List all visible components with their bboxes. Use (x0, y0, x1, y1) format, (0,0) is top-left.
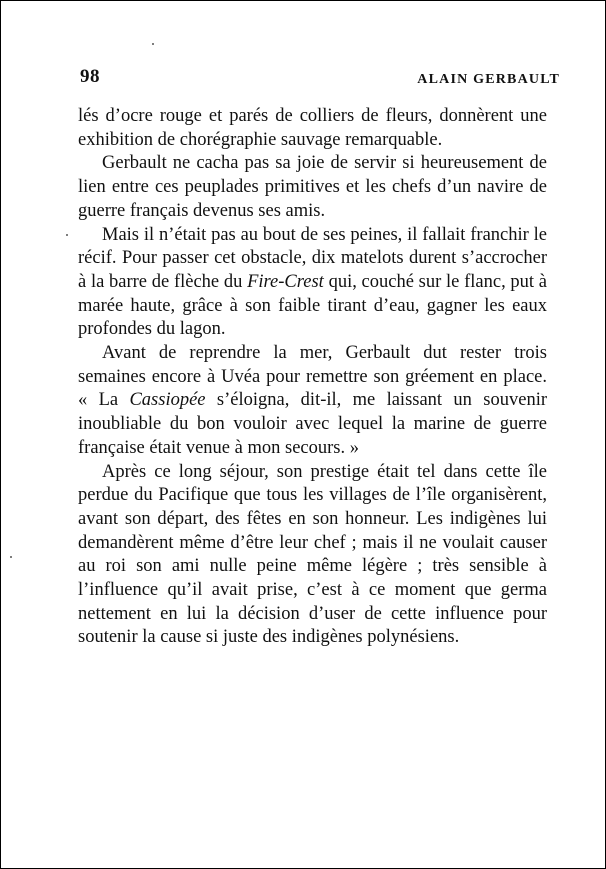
paragraph: Gerbault ne cacha pas sa joie de servir si heureusement de lien entre ces peuplades primitives et les chefs d’un navire de guerre français devenus ses amis. (78, 153, 547, 221)
paragraph (78, 224, 547, 343)
running-head: ALAIN GERBAULT (417, 72, 560, 87)
paragraph-text: s’éloigna, dit-il, me laissant un souvenir inoubliable du bon vouloir avec lequel la marine de guerre française était venue à mon secours. » (78, 390, 547, 458)
paragraph-text: Avant de reprendre la mer, Gerbault dut rester trois semaines encore à Uvéa pour remettre son gréement en place. « La (78, 343, 547, 411)
page-number: 98 (80, 66, 100, 87)
paragraph-text: qui, couché sur le flanc, put à marée haute, grâce à son faible tirant d’eau, gagner les eaux profondes du lagon. (78, 271, 548, 340)
body-text (78, 105, 547, 650)
boat-name: Fire-Crest (247, 271, 324, 292)
paragraph-continuation: lés d’ocre rouge et parés de colliers de fleurs, donnèrent une exhibition de chorégraphie sauvage remarquable. (78, 106, 547, 150)
paragraph (78, 342, 547, 461)
scan-speck (152, 43, 154, 45)
ship-name: Cassiopée (129, 390, 206, 411)
scan-speck (10, 556, 12, 558)
paragraph-text: Mais il n’était pas au bout de ses peines, il fallait franchir le récif. Pour passer cet obstacle, dix matelots durent s’accrocher à la barre de flèche du (78, 224, 547, 292)
paragraph: Après ce long séjour, son prestige était tel dans cette île perdue du Pacifique que tous les villages de l’île organisèrent, avant son départ, des fêtes en son honneur. Les indigènes lui demandèrent même d’être leur chef ; mais il ne voulait causer au roi son ami nulle peine même légère ; très sensible à l’influence qu’il avait prise, c’est à ce moment que germa nettement en lui la décision d’user de cette influence pour soutenir la cause si juste des indigènes polynésiens. (78, 461, 547, 648)
scan-speck (66, 234, 68, 236)
